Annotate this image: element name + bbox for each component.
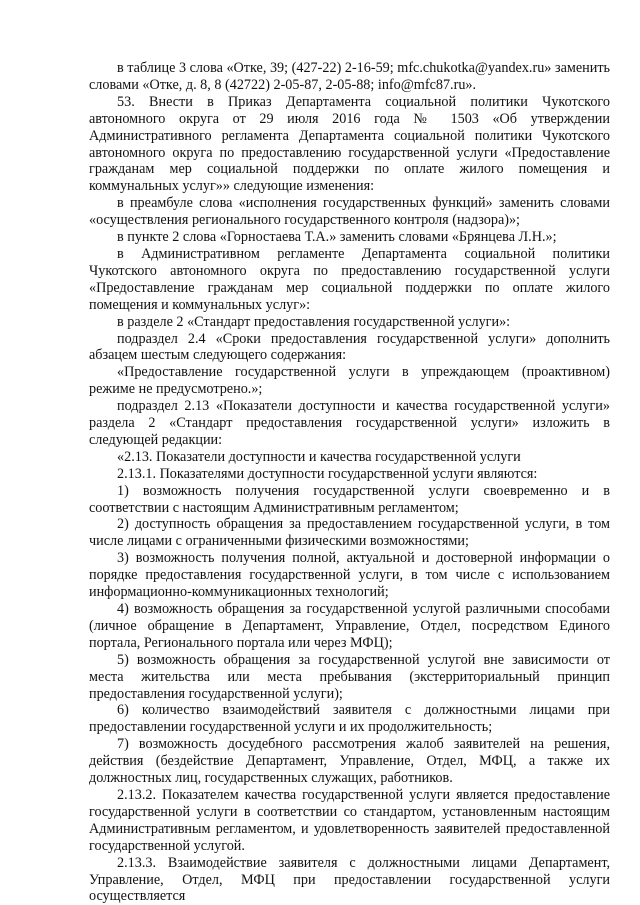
paragraph-subsection-2-13: подраздел 2.13 «Показатели доступности и качества государственной услуги» раздела 2 «Стандарт предоставления государственной услуги» изложить в следующей редакции:: [89, 398, 610, 448]
paragraph-point-2: в пункте 2 слова «Горностаева Т.А.» заменить словами «Брянцева Л.Н.»;: [117, 229, 557, 246]
paragraph-subsection-2-4: подраздел 2.4 «Сроки предоставления государственной услуги» дополнить абзацем шестым следующего содержания:: [89, 330, 610, 364]
paragraph-2-13-1: 2.13.1. Показателями доступности государственной услуги являются:: [117, 465, 538, 482]
list-item-2: 2) доступность обращения за предоставлением государственной услуги, в том числе лицами с ограниченными физическими возможностями;: [89, 516, 610, 550]
paragraph-2-13-2: 2.13.2. Показателем качества государственной услуги является предоставление государственной услуги в соответствии со стандартом, установленным настоящим Административным регламентом, и удовлетворенность заявителей предоставленной государственной услугой.: [89, 786, 610, 854]
list-item-7: 7) возможность досудебного рассмотрения жалоб заявителей на решения, действия (бездействие Департамент, Управление, Отдел, МФЦ, а также их должностных лиц, государственных служащих, работников.: [89, 736, 610, 787]
paragraph-2-13-heading: «2.13. Показатели доступности и качества государственной услуги: [117, 448, 521, 465]
paragraph-admin-regulation: в Административном регламенте Департамента социальной политики Чукотского автономного округа по предоставлению государственной услуги «Предоставление гражданам мер социальной поддержки по оплате жилого помещения и коммунальных услуг»:: [89, 245, 610, 313]
list-item-3: 3) возможность получения полной, актуальной и достоверной информации о порядке предоставления государственной услуги, в том числе с использованием информационно-коммуникационных технологий;: [89, 550, 610, 601]
paragraph-preamble: в преамбуле слова «исполнения государственных функций» заменить словами «осуществления регионального государственного контроля (надзора)»;: [89, 195, 610, 229]
paragraph-table3-replace: в таблице 3 слова «Отке, 39; (427-22) 2-16-59; mfc.chukotka@yandex.ru» заменить словами «Отке, д. 8, 8 (42722) 2-05-87, 2-05-88; info@mfc87.ru».: [89, 60, 610, 93]
document-body: [89, 60, 610, 905]
paragraph-proactive: «Предоставление государственной услуги в упреждающем (проактивном) режиме не предусмотрено.»;: [89, 364, 610, 398]
list-item-6: 6) количество взаимодействий заявителя с должностными лицами при предоставлении государственной услуги и их продолжительность;: [89, 702, 610, 736]
paragraph-2-13-3: 2.13.3. Взаимодействие заявителя с должностными лицами Департамент, Управление, Отдел, МФЦ при предоставлении государственной услуги осуществляется: [89, 854, 610, 905]
list-item-5: 5) возможность обращения за государственной услугой вне зависимости от места жительства или места пребывания (экстерриториальный принцип предоставления государственной услуги);: [89, 651, 610, 702]
paragraph-item-53: 53. Внести в Приказ Департамента социальной политики Чукотского автономного округа от 29 июля 2016 года № 1503 «Об утверждении Административного регламента Департамента социальной политики Чукотского автономного округа по предоставлению государственной услуги «Предоставление гражданам мер социальной поддержки по оплате жилого помещения и коммунальных услуг»» следующие изменения:: [89, 93, 610, 195]
list-item-1: 1) возможность получения государственной услуги своевременно и в соответствии с настоящим Административным регламентом;: [89, 482, 610, 516]
paragraph-section-2: в разделе 2 «Стандарт предоставления государственной услуги»:: [117, 313, 511, 330]
list-item-4: 4) возможность обращения за государственной услугой различными способами (личное обращение в Департамент, Управление, Отдел, посредством Единого портала, Регионального портала или через МФЦ);: [89, 601, 610, 651]
